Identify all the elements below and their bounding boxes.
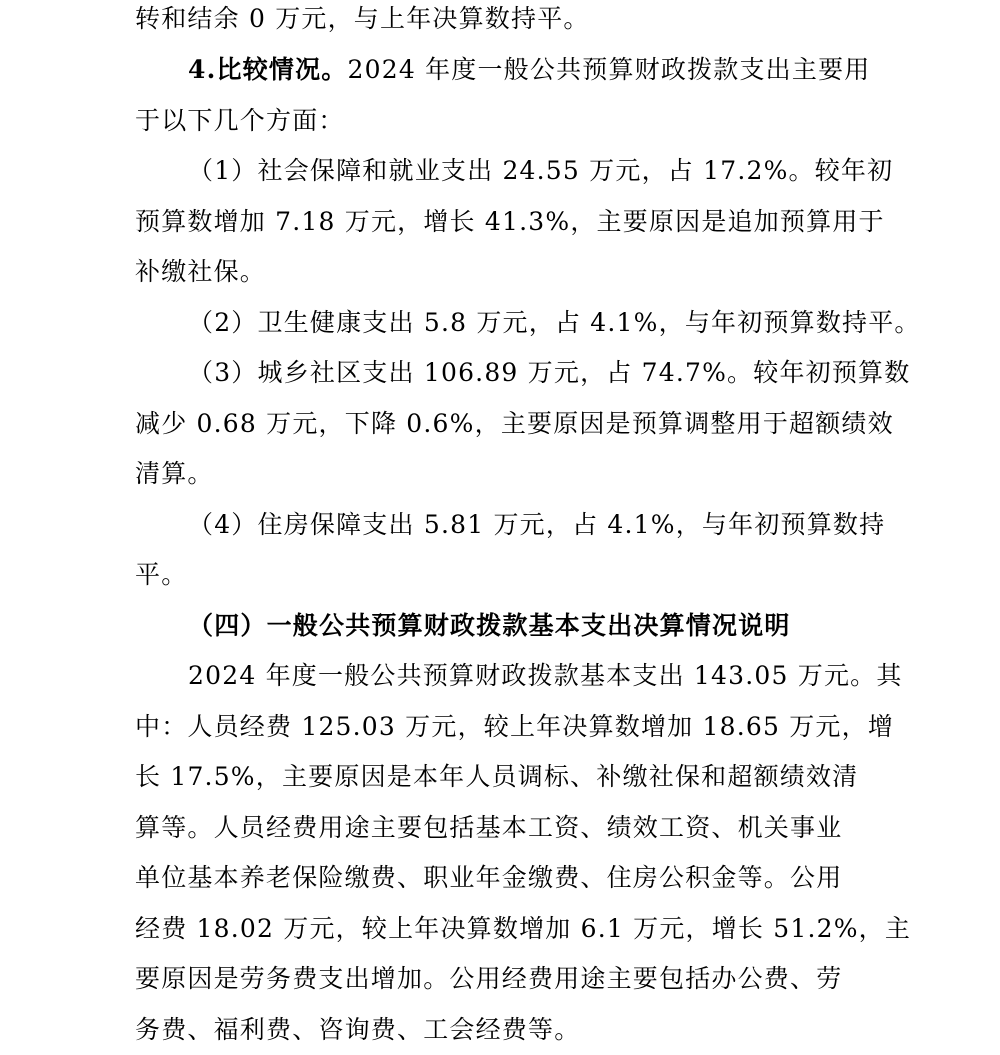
text-line: 补缴社保。	[135, 257, 267, 286]
text-line: 要原因是劳务费支出增加。公用经费用途主要包括办公费、劳	[135, 964, 843, 993]
section-heading: （四）一般公共预算财政拨款基本支出决算情况说明	[188, 611, 791, 640]
text-line: （4）住房保障支出 5.81 万元，占 4.1%，与年初预算数持	[188, 510, 886, 539]
text-line: 减少 0.68 万元，下降 0.6%，主要原因是预算调整用于超额绩效	[135, 409, 894, 438]
comparison-heading: 4.比较情况。	[188, 55, 348, 84]
text-line: 2024 年度一般公共预算财政拨款基本支出 143.05 万元。其	[188, 661, 903, 690]
text-line: 务费、福利费、咨询费、工会经费等。	[135, 1015, 581, 1044]
text-line: （2）卫生健康支出 5.8 万元，占 4.1%，与年初预算数持平。	[188, 308, 921, 337]
text-line: （3）城乡社区支出 106.89 万元，占 74.7%。较年初预算数	[188, 358, 911, 387]
paragraph-comparison	[188, 45, 1000, 95]
text-line: 平。	[135, 560, 188, 589]
text-line: 长 17.5%，主要原因是本年人员调标、补缴社保和超额绩效清	[135, 762, 859, 791]
text-line: 中：人员经费 125.03 万元，较上年决算数增加 18.65 万元，增	[135, 712, 895, 741]
text-line: （1）社会保障和就业支出 24.55 万元，占 17.2%。较年初	[188, 156, 894, 185]
text-line: 单位基本养老保险缴费、职业年金缴费、住房公积金等。公用	[135, 863, 843, 892]
text-line: 预算数增加 7.18 万元，增长 41.3%，主要原因是追加预算用于	[135, 207, 885, 236]
text-line: 经费 18.02 万元，较上年决算数增加 6.1 万元，增长 51.2%，主	[135, 914, 912, 943]
text-line: 转和结余 0 万元，与上年决算数持平。	[135, 4, 590, 33]
text-line: 2024 年度一般公共预算财政拨款支出主要用	[347, 55, 871, 84]
text-line: 清算。	[135, 459, 214, 488]
text-line: 算等。人员经费用途主要包括基本工资、绩效工资、机关事业	[135, 813, 843, 842]
text-line: 于以下几个方面：	[135, 106, 345, 135]
